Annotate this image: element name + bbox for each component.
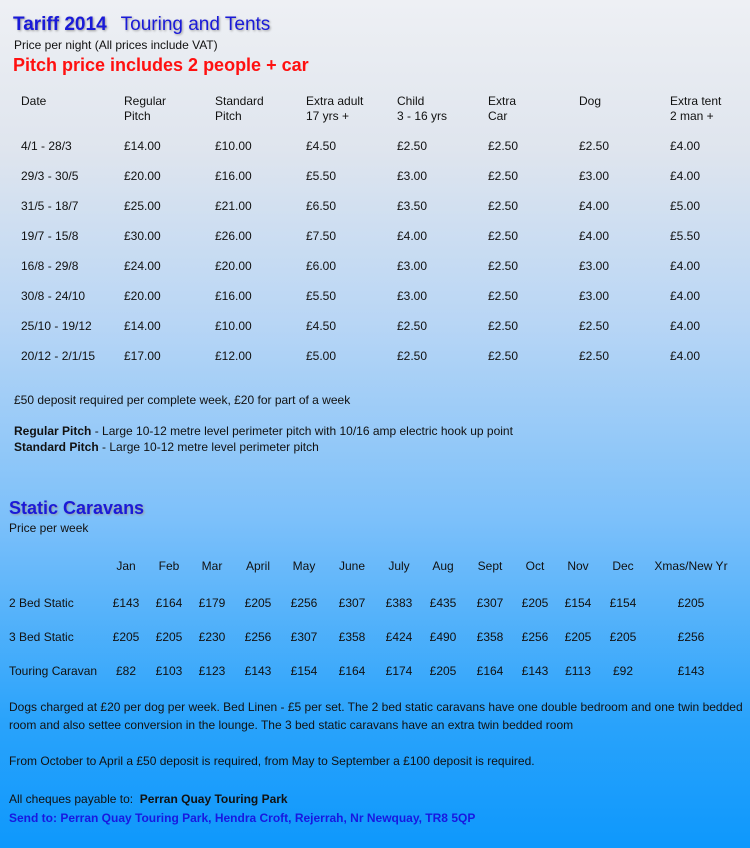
static-row-price: £143 bbox=[244, 664, 272, 678]
static-caravans-title: Static Caravans bbox=[9, 498, 145, 518]
touring-col-header bbox=[124, 94, 166, 124]
touring-col-header-line: Extra adult bbox=[306, 94, 364, 108]
static-row-label: 3 Bed Static bbox=[9, 630, 74, 644]
touring-row-price: £20.00 bbox=[215, 259, 252, 273]
static-month-header: May bbox=[292, 559, 316, 573]
static-row-label: 2 Bed Static bbox=[9, 596, 74, 610]
touring-row-price: £5.50 bbox=[306, 289, 337, 303]
standard-pitch-label: Standard Pitch bbox=[14, 440, 99, 454]
static-row-price: £256 bbox=[677, 630, 705, 644]
touring-row-price: £14.00 bbox=[124, 319, 161, 333]
static-row-price: £205 bbox=[429, 664, 457, 678]
tariff-title bbox=[13, 14, 270, 36]
touring-row-price: £5.00 bbox=[670, 199, 701, 213]
static-row-price: £307 bbox=[476, 596, 504, 610]
touring-col-header-line: Dog bbox=[579, 94, 602, 108]
touring-row-price: £4.00 bbox=[670, 319, 701, 333]
touring-row-price: £4.00 bbox=[579, 229, 610, 243]
static-row-price: £82 bbox=[115, 664, 137, 678]
touring-col-header-line: Pitch bbox=[124, 109, 151, 123]
static-month-header: Jan bbox=[116, 559, 136, 573]
touring-row-price: £4.50 bbox=[306, 319, 337, 333]
touring-row-price: £21.00 bbox=[215, 199, 252, 213]
static-month-header: Aug bbox=[432, 559, 454, 573]
static-month-header: Sept bbox=[477, 559, 503, 573]
touring-row-price: £4.50 bbox=[306, 139, 337, 153]
touring-row-price: £2.50 bbox=[488, 169, 519, 183]
static-row-price: £103 bbox=[155, 664, 183, 678]
touring-col-header bbox=[579, 94, 601, 109]
touring-col-header-line: Child bbox=[397, 94, 425, 108]
static-row-price: £358 bbox=[338, 630, 366, 644]
static-row-price: £256 bbox=[244, 630, 272, 644]
regular-pitch-note bbox=[14, 424, 513, 438]
static-row-price: £92 bbox=[612, 664, 634, 678]
static-row-price: £205 bbox=[244, 596, 272, 610]
touring-row-date: 16/8 - 29/8 bbox=[21, 259, 79, 273]
deposit-note: £50 deposit required per complete week, £20 for part of a week bbox=[14, 393, 351, 407]
touring-col-header-line: 3 - 16 yrs bbox=[397, 109, 448, 123]
touring-col-header bbox=[306, 94, 363, 124]
touring-row-price: £4.00 bbox=[670, 169, 701, 183]
touring-row-price: £2.50 bbox=[579, 349, 610, 363]
static-row-price: £174 bbox=[385, 664, 413, 678]
touring-row-price: £6.50 bbox=[306, 199, 337, 213]
touring-row-price: £5.50 bbox=[670, 229, 701, 243]
static-row-price: £358 bbox=[476, 630, 504, 644]
pitch-note: Pitch price includes 2 people + car bbox=[13, 55, 309, 75]
touring-row-price: £10.00 bbox=[215, 139, 252, 153]
static-month-header: Feb bbox=[158, 559, 180, 573]
touring-row-price: £3.00 bbox=[579, 289, 610, 303]
touring-row-price: £2.50 bbox=[488, 259, 519, 273]
touring-col-header-line: 2 man + bbox=[670, 109, 714, 123]
static-row-label: Touring Caravan bbox=[9, 664, 98, 678]
touring-col-header-line: Extra bbox=[488, 94, 517, 108]
static-month-header: Xmas/New Yr bbox=[654, 559, 728, 573]
touring-col-header bbox=[488, 94, 516, 124]
regular-pitch-label: Regular Pitch bbox=[14, 424, 92, 438]
static-month-header: Oct bbox=[525, 559, 545, 573]
static-month-header: Nov bbox=[567, 559, 589, 573]
send-to-address: Send to: Perran Quay Touring Park, Hendra Croft, Rejerrah, Nr Newquay, TR8 5QP bbox=[9, 811, 476, 825]
static-row-price: £205 bbox=[521, 596, 549, 610]
touring-row-price: £4.00 bbox=[579, 199, 610, 213]
static-row-price: £113 bbox=[565, 664, 591, 678]
touring-row-price: £3.00 bbox=[579, 259, 610, 273]
touring-row-price: £3.00 bbox=[397, 259, 428, 273]
static-row-price: £307 bbox=[338, 596, 366, 610]
touring-row-price: £4.00 bbox=[670, 139, 701, 153]
static-row-price: £154 bbox=[564, 596, 592, 610]
static-row-price: £205 bbox=[564, 630, 592, 644]
touring-row-date: 20/12 - 2/1/15 bbox=[21, 349, 96, 363]
touring-row-price: £3.00 bbox=[397, 169, 428, 183]
static-month-header: July bbox=[388, 559, 410, 573]
touring-row-price: £10.00 bbox=[215, 319, 252, 333]
dogs-linen-note: Dogs charged at £20 per dog per week. Bed Linen - £5 per set. The 2 bed static caravans have one double bedroom and one twin bedded room and also settee conversion in the lounge. The 3 bed static caravans have an extra twin bedded room bbox=[9, 700, 743, 732]
touring-row-price: £4.00 bbox=[670, 349, 701, 363]
touring-row-price: £17.00 bbox=[124, 349, 161, 363]
static-month-header: Dec bbox=[612, 559, 634, 573]
static-row-price: £164 bbox=[338, 664, 366, 678]
static-row-price: £164 bbox=[155, 596, 183, 610]
touring-row-price: £6.00 bbox=[306, 259, 337, 273]
touring-row-date: 30/8 - 24/10 bbox=[21, 289, 86, 303]
static-row-price: £205 bbox=[155, 630, 183, 644]
touring-row-price: £5.00 bbox=[306, 349, 337, 363]
touring-row-price: £3.00 bbox=[579, 169, 610, 183]
static-row-price: £256 bbox=[290, 596, 318, 610]
static-caravans-subtitle: Price per week bbox=[9, 521, 89, 535]
static-row-price: £424 bbox=[385, 630, 413, 644]
static-row-price: £307 bbox=[290, 630, 318, 644]
touring-row-price: £2.50 bbox=[488, 229, 519, 243]
touring-row-price: £12.00 bbox=[215, 349, 252, 363]
touring-col-header-line: Date bbox=[21, 94, 47, 108]
touring-row-price: £7.50 bbox=[306, 229, 337, 243]
touring-row-price: £4.00 bbox=[670, 259, 701, 273]
touring-row-date: 31/5 - 18/7 bbox=[21, 199, 79, 213]
touring-row-price: £25.00 bbox=[124, 199, 161, 213]
static-row-price: £154 bbox=[290, 664, 318, 678]
static-row-price: £383 bbox=[385, 596, 413, 610]
touring-row-price: £3.50 bbox=[397, 199, 428, 213]
touring-col-header-line: Standard bbox=[215, 94, 264, 108]
cheques-note bbox=[9, 790, 744, 808]
touring-row-price: £4.00 bbox=[397, 229, 428, 243]
static-month-header: April bbox=[245, 559, 271, 573]
cheques-payee: Perran Quay Touring Park bbox=[139, 792, 288, 806]
touring-col-header-line: Pitch bbox=[215, 109, 242, 123]
touring-col-header bbox=[215, 94, 264, 124]
touring-row-price: £4.00 bbox=[670, 289, 701, 303]
touring-col-header bbox=[397, 94, 447, 124]
static-row-price: £123 bbox=[198, 664, 226, 678]
touring-row-price: £2.50 bbox=[397, 139, 428, 153]
touring-row-date: 25/10 - 19/12 bbox=[21, 319, 92, 333]
touring-row-price: £16.00 bbox=[215, 169, 252, 183]
touring-col-header bbox=[21, 94, 46, 109]
touring-row-price: £2.50 bbox=[579, 319, 610, 333]
touring-row-price: £2.50 bbox=[488, 139, 519, 153]
static-month-header: Mar bbox=[201, 559, 223, 573]
deposit-season-note: From October to April a £50 deposit is required, from May to September a £100 deposit is required. bbox=[9, 754, 535, 768]
cheques-label: All cheques payable to: bbox=[9, 792, 134, 806]
static-row-price: £490 bbox=[429, 630, 457, 644]
touring-row-price: £20.00 bbox=[124, 289, 161, 303]
tariff-year-title: Tariff 2014 bbox=[13, 14, 107, 35]
touring-row-price: £2.50 bbox=[397, 319, 428, 333]
touring-row-price: £24.00 bbox=[124, 259, 161, 273]
static-row-price: £143 bbox=[112, 596, 140, 610]
static-row-price: £230 bbox=[198, 630, 226, 644]
touring-col-header-line: Extra tent bbox=[670, 94, 722, 108]
static-row-price: £143 bbox=[677, 664, 705, 678]
regular-pitch-text: - Large 10-12 metre level perimeter pitch with 10/16 amp electric hook up point bbox=[91, 424, 513, 438]
tariff-subtitle: Touring and Tents bbox=[120, 14, 271, 35]
touring-row-price: £14.00 bbox=[124, 139, 161, 153]
touring-row-price: £30.00 bbox=[124, 229, 161, 243]
static-row-price: £256 bbox=[521, 630, 549, 644]
static-row-price: £164 bbox=[476, 664, 504, 678]
static-month-header: June bbox=[338, 559, 366, 573]
touring-row-price: £3.00 bbox=[397, 289, 428, 303]
static-row-price: £205 bbox=[609, 630, 637, 644]
touring-row-price: £16.00 bbox=[215, 289, 252, 303]
touring-row-date: 19/7 - 15/8 bbox=[21, 229, 79, 243]
touring-row-date: 29/3 - 30/5 bbox=[21, 169, 79, 183]
touring-row-price: £2.50 bbox=[397, 349, 428, 363]
touring-row-date: 4/1 - 28/3 bbox=[21, 139, 72, 153]
touring-col-header-line: 17 yrs + bbox=[306, 109, 350, 123]
touring-row-price: £2.50 bbox=[488, 289, 519, 303]
touring-row-price: £26.00 bbox=[215, 229, 252, 243]
static-row-price: £205 bbox=[677, 596, 705, 610]
touring-row-price: £2.50 bbox=[579, 139, 610, 153]
standard-pitch-note bbox=[14, 440, 319, 454]
static-row-price: £435 bbox=[429, 596, 457, 610]
touring-col-header-line: Regular bbox=[124, 94, 167, 108]
touring-row-price: £5.50 bbox=[306, 169, 337, 183]
touring-row-price: £2.50 bbox=[488, 349, 519, 363]
touring-col-header bbox=[670, 94, 721, 124]
standard-pitch-text: - Large 10-12 metre level perimeter pitch bbox=[98, 440, 319, 454]
static-row-price: £205 bbox=[112, 630, 140, 644]
static-row-price: £143 bbox=[521, 664, 549, 678]
touring-row-price: £2.50 bbox=[488, 199, 519, 213]
touring-row-price: £20.00 bbox=[124, 169, 161, 183]
static-row-price: £154 bbox=[609, 596, 637, 610]
price-note: Price per night (All prices include VAT) bbox=[14, 38, 218, 52]
touring-col-header-line: Car bbox=[488, 109, 508, 123]
static-row-price: £179 bbox=[198, 596, 226, 610]
touring-row-price: £2.50 bbox=[488, 319, 519, 333]
